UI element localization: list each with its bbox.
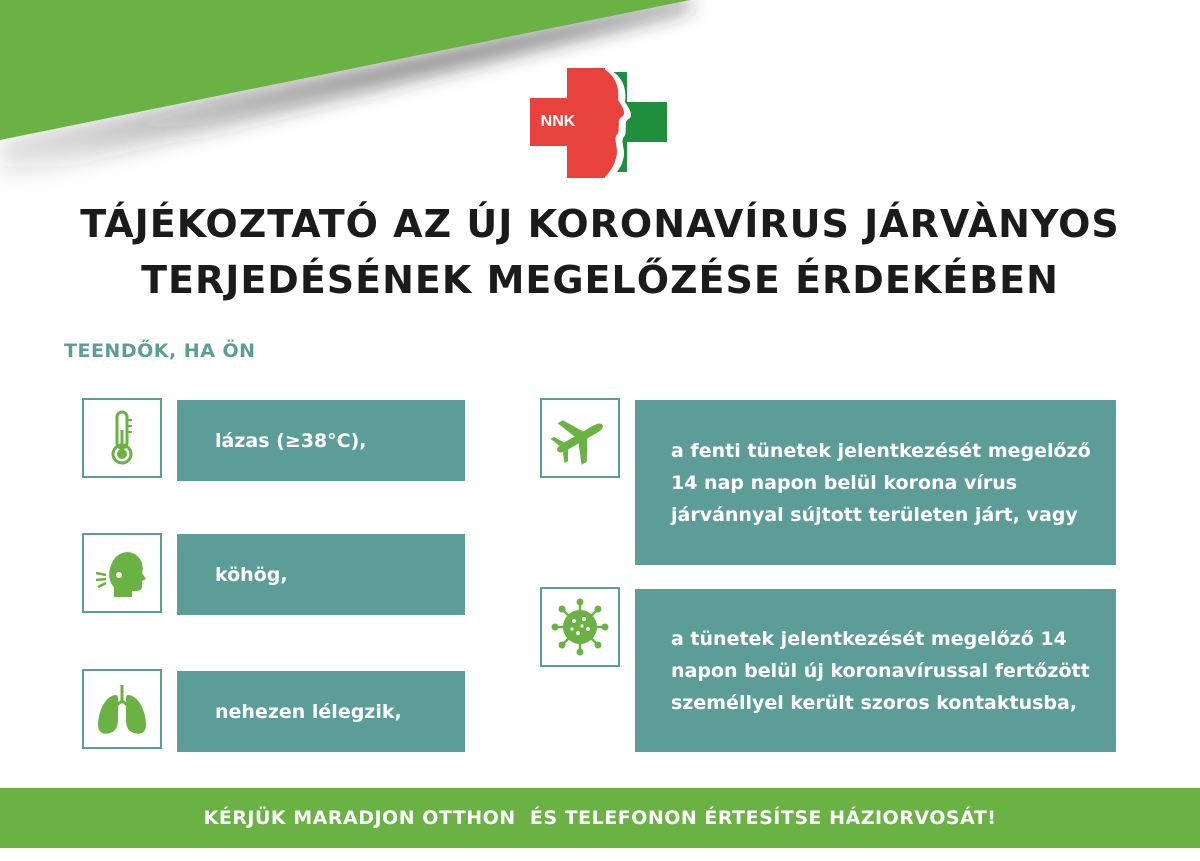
symptom-breathing: nehezen lélegzik, (177, 671, 465, 752)
risk-contact: a tünetek jelentkezését megelőző 14 napon belül új koronavírussal fertőzött személlyel került szoros kontaktusba, (635, 589, 1116, 752)
symptom-fever: lázas (≥38°C), (177, 400, 465, 481)
travel-icon-box (540, 398, 620, 478)
title-line-1: TÁJÉKOZTATÓ AZ ÚJ KORONAVÍRUS JÁRVÀNYOS (80, 202, 1120, 246)
footer-banner: KÉRJÜK MARADJON OTTHON ÉS TELEFONON ÉRTESÍTSE HÁZIORVOSÁT! (0, 788, 1200, 848)
symptom-cough: köhög, (177, 534, 465, 615)
airplane-icon (550, 408, 610, 468)
fever-icon-box (82, 398, 162, 478)
subtitle: TEENDŐK, HA ÖN (64, 340, 256, 362)
logo-text: NNK (540, 113, 576, 130)
coughing-head-icon (92, 543, 152, 603)
nnk-logo (530, 68, 672, 178)
risk-travel: a fenti tünetek jelentkezését megelőző 14 nap napon belül korona vírus járvánnyal sújtott területen járt, vagy (635, 400, 1116, 565)
lungs-icon (92, 679, 152, 739)
thermometer-icon (92, 408, 152, 468)
cough-icon-box (82, 533, 162, 613)
title-line-2: TERJEDÉSÉNEK MEGELŐZÉSE ÉRDEKÉBEN (141, 258, 1059, 302)
virus-icon-box (540, 587, 620, 667)
virus-icon (550, 597, 610, 657)
page-title (0, 196, 1200, 308)
lungs-icon-box (82, 669, 162, 749)
